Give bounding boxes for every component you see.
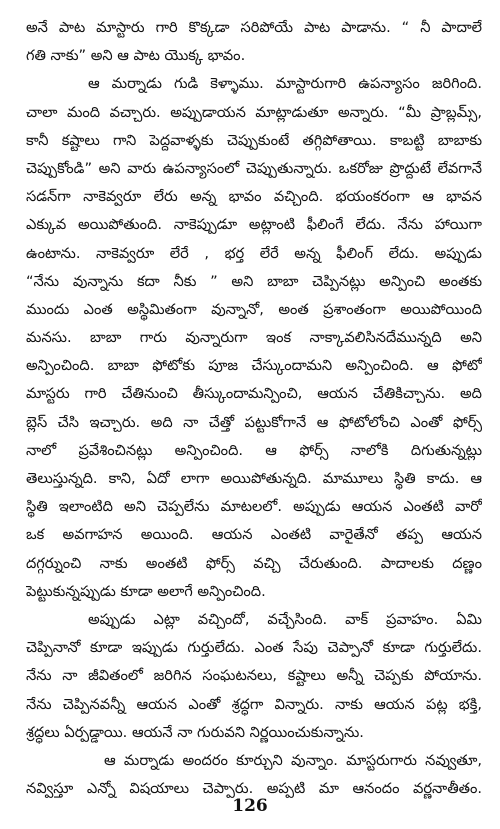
text-line: సడన్‌గా నాకెవ్వరూ లేరు అన్న భావం వచ్చింది. భయంకరంగా ఆ భావన	[26, 188, 482, 206]
text-line: ఒక అవగాహన అయింది. ఆయన ఎంతటి వారైతేనో తప్ప ఆయన	[26, 526, 482, 544]
text-line: శ్రద్ధలు ఏర్పడ్డాయి. ఆయనే నా గురువని నిర్ణయించుకున్నాను.	[26, 723, 364, 741]
text-line: మాస్టరు గారి చేతినుంచి తీస్కుందామన్పించి, ఆయన చేతికిచ్చాను. అది	[26, 385, 482, 403]
text-line: నేను నా జీవితంలో జరిగిన సంఘటనలు, కష్టాలు అన్నీ చెప్పకు పోయాను.	[26, 667, 482, 685]
text-line: చెప్పుకోండి” అని వారు ఉపన్యాసంలో చెప్పుతున్నారు. ఒకరోజు ప్రొద్దుటే లేవగానే	[26, 159, 482, 177]
text-line: “నేను వున్నాను కదా నీకు ” అని బాబా చెప్పినట్లు అన్పించి అంతకు	[26, 272, 482, 290]
page-number: 126	[232, 796, 268, 816]
text-line: చెప్పినానో కూడా ఇప్పుడు గుర్తులేదు. ఎంత సేపు చెప్పానో కూడా గుర్తులేదు.	[26, 639, 482, 657]
text-line: తెలుస్తున్నది. కాని, ఏదో లాగా అయిపోతున్నది. మామూలు స్థితి కాదు. ఆ	[26, 470, 482, 487]
text-line: ఆ మర్నాడు అందరం కూర్చుని వున్నాం. మాస్టరుగారు నవ్వుతూ,	[104, 751, 482, 769]
text-line: గతి నాకు” అని ఆ పాట యొక్క భావం.	[26, 47, 246, 65]
text-line: నాలో ప్రవేశించినట్లు అన్పించింది. ఆ ఫోర్స్ నాలోకి దిగుతున్నట్లు	[26, 441, 482, 459]
text-line: బ్లెస్ చేసి ఇచ్చారు. అది నా చేత్తో పట్టుకోగానే ఆ ఫోటోలోంచి ఎంతో ఫోర్స్	[26, 413, 482, 431]
text-line: అప్పుడు ఎట్లా వచ్చిందో, వచ్చేసింది. వాక్ ప్రవాహం. ఏమి	[88, 610, 482, 628]
text-line: మనసు. బాబా గారు వున్నారుగా ఇంక నాక్కావలిసినదేమున్నది అని	[26, 329, 482, 347]
text-line: ఉంటాను. నాకెవ్వరూ లేరే , భర్త లేరే అన్న ఫీలింగ్ లేదు. అప్పుడు	[26, 244, 482, 262]
text-line: స్థితి ఇలాంటిది అని చెప్పలేను మాటలలో. అప్పుడు ఆయన ఎంతటి వారో	[26, 498, 482, 516]
text-line: ముందు ఎంత అస్థిమితంగా వున్నానో, అంత ప్రశాంతంగా అయిపోయింది	[26, 300, 482, 318]
text-line: ఆ మర్నాడు గుడి కెళ్ళాము. మాస్టారుగారి ఉపన్యాసం జరిగింది.	[88, 75, 482, 93]
text-line: కానీ కష్టాలు గాని పెద్దవాళ్ళకు చెప్పుకుంటే తగ్గిపోతాయి. కాబట్టి బాబాకు	[26, 131, 482, 149]
text-line: దగ్గర్నుంచి నాకు అంతటి ఫోర్స్ వచ్చి చేరుతుంది. పాదాలకు దణ్ణం	[26, 554, 482, 572]
text-line: చాలా మంది వచ్చారు. అప్పుడాయన మాట్లాడుతూ అన్నారు. “మీ ప్రాబ్లమ్స్,	[26, 103, 482, 121]
text-line: అన్పించింది. బాబా ఫోటోకు పూజ చేస్కుందామని అన్పించింది. ఆ ఫోటో	[26, 357, 482, 375]
text-line: పెట్టుకున్నప్పుడు కూడా అలాగే అన్పించింది.	[26, 582, 266, 600]
text-line: అనే పాట మాస్టారు గారి కొక్కడా సరిపోయే పాట పాడాను. “ నీ పాదాలే	[26, 19, 482, 36]
text-line: నేను చెప్పినవన్నీ ఆయన ఎంతో శ్రద్ధగా విన్నారు. నాకు ఆయన పట్ల భక్తి,	[26, 695, 482, 713]
text-line: ఎక్కువ అయిపోతుంది. నాకెప్పుడూ అట్లాంటి ఫీలింగే లేదు. నేను హాయిగా	[26, 216, 482, 234]
text-line: నవ్విస్తూ ఎన్నో విషయాలు చెప్పారు. అప్పటి మా ఆనందం వర్ణనాతీతం.	[26, 780, 482, 798]
page-body	[26, 14, 482, 803]
